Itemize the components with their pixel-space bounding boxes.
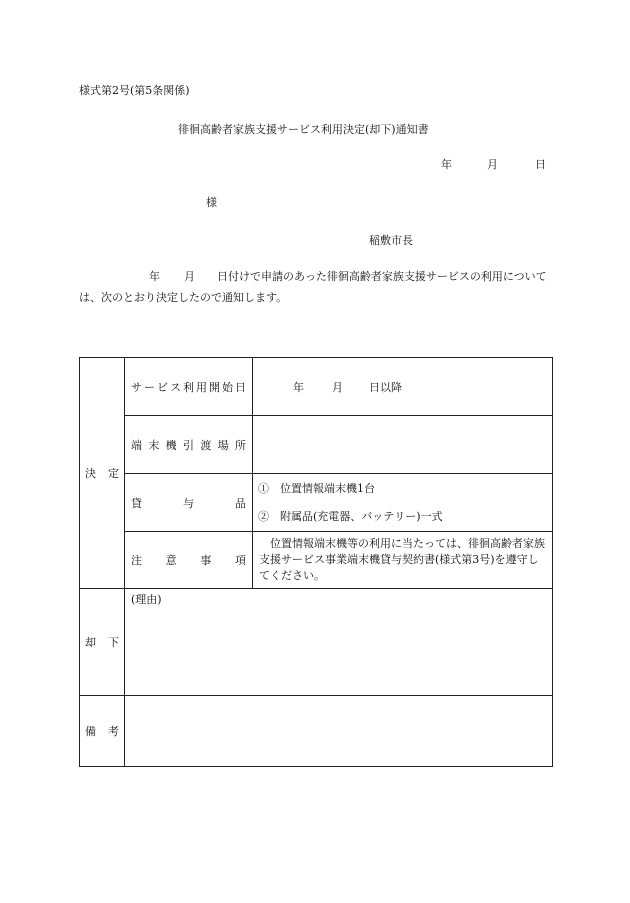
label-char: サ bbox=[131, 380, 142, 394]
recipient-honorific: 様 bbox=[206, 196, 217, 209]
rejection-head-char: 下 bbox=[108, 636, 119, 649]
label-char: 品 bbox=[235, 496, 246, 510]
rejection-reason-cell bbox=[125, 589, 553, 696]
date-year-label: 年 bbox=[441, 158, 452, 171]
start-date-month: 月 bbox=[332, 380, 343, 394]
remarks-header-cell bbox=[80, 696, 125, 767]
label-char: 機 bbox=[165, 438, 177, 452]
date-month-label: 月 bbox=[487, 158, 498, 171]
start-date-day-suffix: 日以降 bbox=[369, 380, 402, 394]
rejection-header-cell bbox=[80, 589, 125, 696]
label-char: 場 bbox=[217, 438, 229, 452]
notes-label-cell bbox=[125, 532, 253, 589]
label-char: ス bbox=[170, 380, 181, 394]
document-title: 徘徊高齢者家族支援サービス利用決定(却下)通知書 bbox=[178, 123, 429, 136]
reason-label: (理由) bbox=[131, 593, 162, 606]
label-char: 日 bbox=[235, 380, 246, 394]
label-char: ー bbox=[144, 380, 155, 394]
loan-item-1: ① 位置情報端末機1台 bbox=[258, 481, 375, 495]
start-date-label-cell bbox=[125, 358, 253, 416]
label-char: ビ bbox=[157, 380, 168, 394]
label-char: 開 bbox=[209, 380, 220, 394]
notice-body bbox=[79, 266, 551, 308]
pickup-place-label-cell bbox=[125, 416, 253, 474]
label-char: 始 bbox=[222, 380, 233, 394]
body-month-label: 月 bbox=[184, 270, 195, 283]
date-day-label: 日 bbox=[535, 158, 546, 171]
remarks-head-char: 備 bbox=[85, 725, 96, 738]
body-year-label: 年 bbox=[149, 270, 160, 283]
decision-head-char: 決 bbox=[85, 467, 96, 480]
start-date-year: 年 bbox=[293, 380, 304, 394]
label-char: 末 bbox=[148, 438, 160, 452]
remarks-value-cell bbox=[125, 696, 553, 767]
notes-value-cell: 位置情報端末機等の利用に当たっては、徘徊高齢者家族支援サービス事業端末機貸与契約書(様式第3号)を遵守してください。 bbox=[253, 532, 553, 589]
label-char: 与 bbox=[183, 496, 194, 510]
pickup-place-value-cell bbox=[253, 416, 553, 474]
label-char: 引 bbox=[182, 438, 194, 452]
remarks-head-char: 考 bbox=[108, 725, 119, 738]
label-char: 渡 bbox=[200, 438, 212, 452]
label-char: 事 bbox=[200, 554, 212, 567]
decision-header-cell bbox=[80, 358, 125, 589]
label-char: 端 bbox=[131, 438, 142, 452]
start-date-value-cell bbox=[253, 358, 553, 416]
label-char: 項 bbox=[234, 554, 246, 567]
label-char: 利 bbox=[183, 380, 194, 394]
rejection-head-char: 却 bbox=[85, 636, 96, 649]
decision-head-char: 定 bbox=[108, 467, 119, 480]
form-number: 様式第2号(第5条関係) bbox=[79, 84, 190, 97]
label-char: 注 bbox=[131, 554, 142, 567]
loan-items-label-cell bbox=[125, 474, 253, 532]
body-text: 日付けで申請のあった徘徊高齢者家族支援サービスの利用については、次のとおり決定したので通知します。 bbox=[79, 270, 547, 304]
loan-item-2: ② 附属品(充電器、バッテリー)一式 bbox=[258, 509, 443, 523]
label-char: 貸 bbox=[131, 496, 142, 510]
decision-table bbox=[79, 357, 553, 767]
label-char: 意 bbox=[165, 554, 177, 567]
label-char: 所 bbox=[234, 438, 246, 452]
loan-items-value-cell bbox=[253, 474, 553, 532]
label-char: 用 bbox=[196, 380, 207, 394]
issuer-name: 稲敷市長 bbox=[369, 234, 413, 247]
